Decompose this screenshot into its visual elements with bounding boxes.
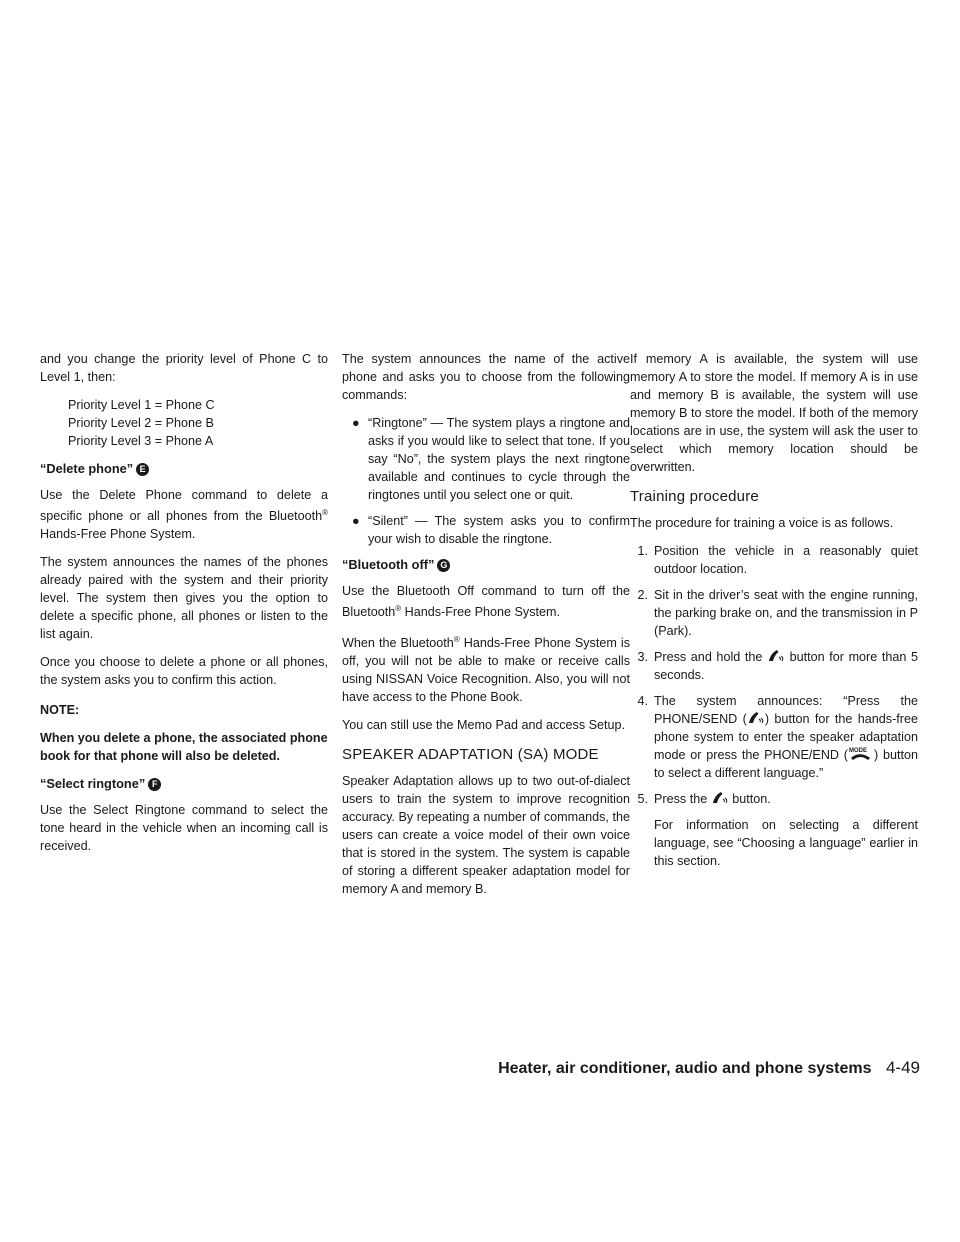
bullet-text: “Silent” — The system asks you to confirm your wish to disable the ringtone. [368, 514, 630, 546]
paragraph [342, 582, 630, 621]
registered-mark: ® [395, 604, 402, 613]
paragraph: Once you choose to delete a phone or all phones, the system asks you to confirm this action. [40, 655, 328, 688]
registered-mark: ® [453, 635, 460, 645]
heading-text: “Delete phone” [40, 461, 134, 476]
page-number: 4-49 [885, 1058, 920, 1077]
bullet-text: “Ringtone” — The system plays a ringtone and asks if you would like to select that tone. If you say “No”, the system plays the next ringtone available and continues to cycle through the ringtones until you select one or quit. [368, 416, 630, 502]
priority-item: Priority Level 2 = Phone B [68, 416, 214, 430]
section-title: Heater, air conditioner, audio and phone systems [498, 1060, 872, 1077]
list-item [352, 414, 630, 504]
priority-list [40, 396, 328, 450]
paragraph: If memory A is available, the system will use memory A to store the model. If memory A is in use and memory B is available, the system will use memory B to store the model. If both of the memory locations are in use, the system will ask the user to select which memory location should be overwritten. [630, 352, 918, 474]
paragraph [40, 486, 328, 543]
step-item [630, 586, 918, 640]
step-text: Sit in the driver’s seat with the engine running, the parking brake on, and the transmission in P (Park). [654, 588, 918, 638]
paragraph: The system announces the names of the phones already paired with the system and their priority level. The system then gives you the option to delete a specific phone, all phones or listen to the list again. [40, 555, 328, 642]
step-text [654, 692, 918, 782]
note-text: When you delete a phone, the associated phone book for that phone will also be deleted. [40, 731, 328, 764]
list-item [352, 512, 630, 548]
priority-item: Priority Level 3 = Phone A [68, 434, 214, 448]
page-footer [0, 1058, 920, 1078]
registered-mark: ® [322, 508, 328, 517]
paragraph: Speaker Adaptation allows up to two out-of-dialect users to train the system to improve recognition accuracy. By repeating a number of commands, the users can create a voice model of their own voice that is stored in the system. The system is capable of storing a different speaker adaptation model for memory A and memory B. [342, 774, 630, 897]
step-text [654, 790, 918, 808]
step-number: 3. [637, 650, 648, 664]
column-right [630, 350, 918, 878]
text-span: button. [732, 792, 771, 806]
step-number: 4. [637, 694, 648, 708]
callout-badge-e: E [136, 463, 149, 476]
text-span: When the Bluetooth [342, 636, 454, 651]
note-title: NOTE: [40, 703, 80, 718]
text-span: ) button for the hands-free phone system to enter the speaker adaptation mode or press the PHONE/END ( [654, 712, 918, 762]
callout-badge-g: G [437, 559, 450, 572]
paragraph [342, 631, 630, 706]
callout-badge-f: F [148, 778, 161, 791]
section-heading: SPEAKER ADAPTATION (SA) MODE [342, 746, 599, 764]
text-span: Press and hold the [654, 650, 763, 664]
text-span: Hands-Free Phone System. [40, 527, 196, 542]
phone-send-icon [747, 710, 765, 726]
text-span: Hands-Free Phone System is off, you will not be able to make or receive calls using NISSAN Voice Recognition. Also, you will not have access to the Phone Book. [342, 636, 630, 705]
step-item [630, 692, 918, 782]
text-span: Press the [654, 792, 708, 806]
column-middle [342, 350, 630, 908]
paragraph: The procedure for training a voice is as follows. [630, 516, 894, 530]
text-span: Use the Delete Phone command to delete a specific phone or all phones from the Bluetooth [40, 488, 328, 524]
delete-phone-heading [40, 460, 328, 478]
phone-send-icon [711, 790, 729, 806]
phone-end-mode-icon [848, 746, 874, 762]
text-span: Hands-Free Phone System. [401, 605, 561, 620]
step-item [630, 542, 918, 578]
heading-text: “Select ringtone” [40, 776, 146, 792]
step-text [654, 648, 918, 684]
heading-text: “Bluetooth off” [342, 557, 435, 572]
step-number: 2. [637, 588, 648, 602]
paragraph: Use the Select Ringtone command to select the tone heard in the vehicle when an incoming call is received. [40, 803, 328, 854]
step-number: 5. [637, 792, 648, 806]
bullet-icon: ● [352, 416, 360, 430]
step-item [630, 790, 918, 808]
paragraph: and you change the priority level of Phone C to Level 1, then: [40, 352, 328, 384]
text-span: ) button to select a different language.” [654, 748, 918, 780]
step-item [630, 648, 918, 684]
mode-icon-label: MODE [849, 748, 867, 754]
paragraph: You can still use the Memo Pad and access Setup. [342, 718, 626, 733]
bullet-icon: ● [352, 514, 360, 528]
step-text: Position the vehicle in a reasonably quiet outdoor location. [654, 544, 918, 576]
phone-send-icon [767, 648, 785, 664]
priority-item: Priority Level 1 = Phone C [68, 398, 215, 412]
subsection-heading: Training procedure [630, 488, 759, 505]
text-span: The system announces: “Press the PHONE/SEND ( [654, 694, 918, 726]
select-ringtone-heading [40, 775, 328, 793]
bluetooth-off-heading [342, 556, 630, 574]
text-span: button for more than 5 seconds. [654, 650, 919, 682]
paragraph: The system announces the name of the active phone and asks you to choose from the following commands: [342, 352, 630, 402]
text-span: Use the Bluetooth Off command to turn off the Bluetooth [342, 584, 630, 620]
column-left [40, 350, 328, 865]
step-number: 1. [637, 544, 648, 558]
step-subtext: For information on selecting a different language, see “Choosing a language” earlier in this section. [654, 818, 918, 868]
